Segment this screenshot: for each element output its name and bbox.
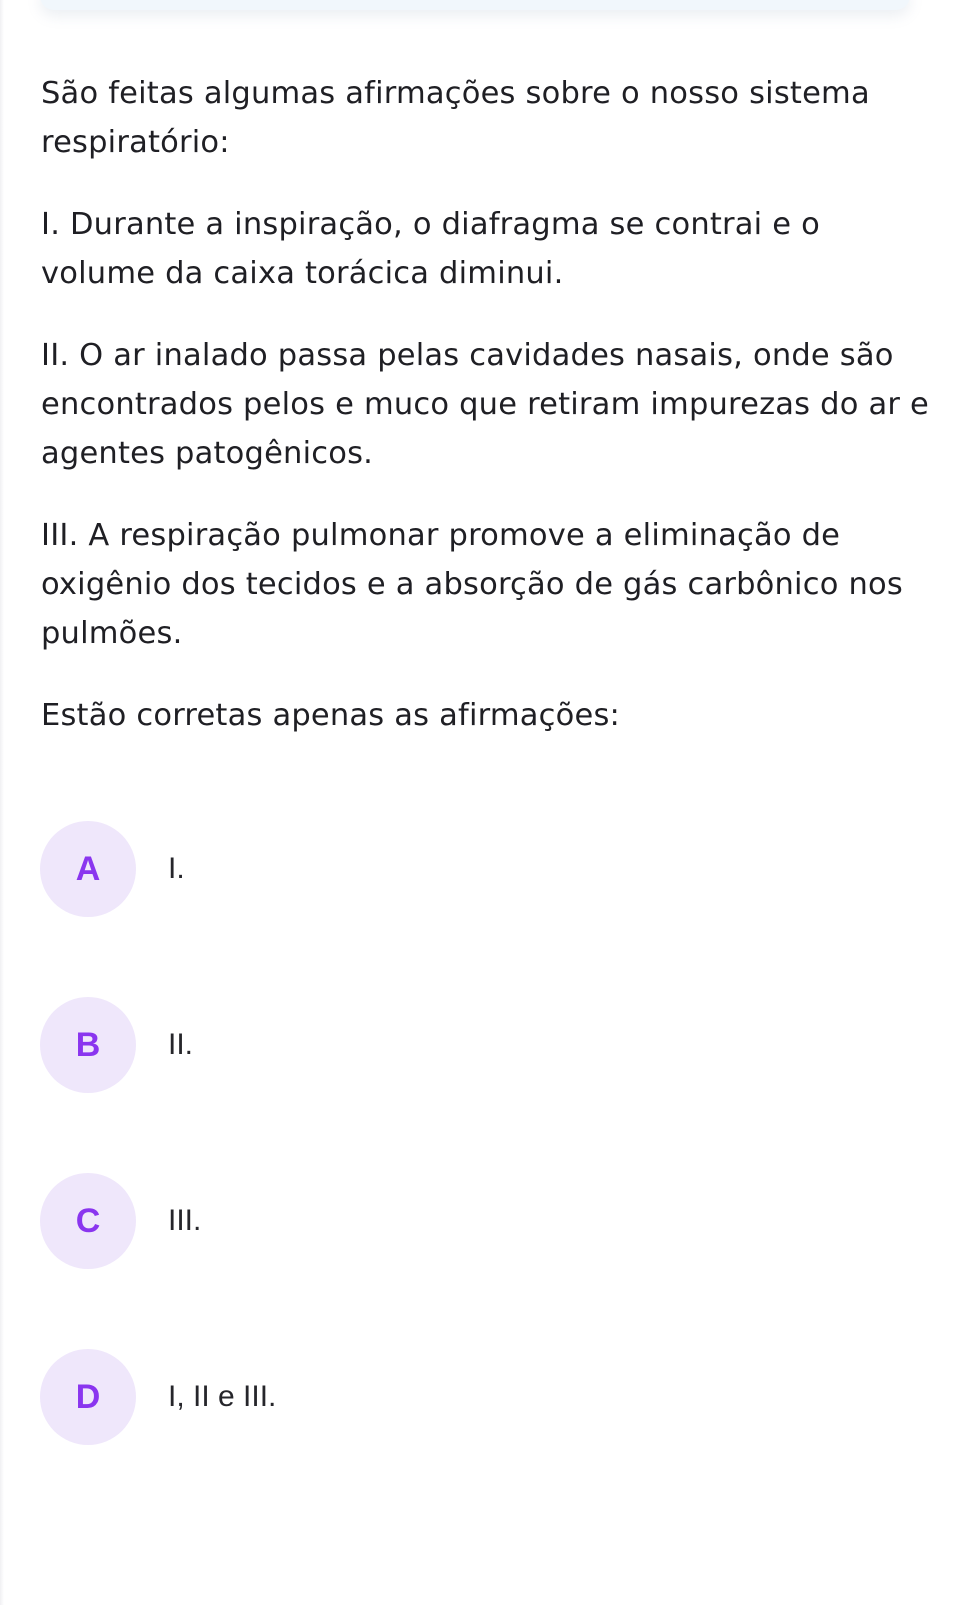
option-letter-c: C bbox=[40, 1173, 136, 1269]
statement-2: II. O ar inalado passa pelas cavidades nasais, onde são encontrados pelos e muco que retiram impurezas do ar e agentes patogênicos. bbox=[41, 338, 929, 471]
option-b[interactable] bbox=[40, 996, 920, 1094]
option-text-b: II. bbox=[168, 1028, 194, 1061]
option-d[interactable] bbox=[40, 1348, 920, 1446]
statement-1: I. Durante a inspiração, o diafragma se contrai e o volume da caixa torácica diminui. bbox=[41, 207, 820, 291]
left-edge-divider bbox=[0, 0, 4, 1605]
option-text-c: III. bbox=[168, 1204, 202, 1237]
question-text bbox=[41, 69, 931, 773]
question-intro: São feitas algumas afirmações sobre o nosso sistema respiratório: bbox=[41, 76, 870, 160]
question-prompt: Estão corretas apenas as afirmações: bbox=[41, 698, 621, 733]
previous-card-edge bbox=[40, 0, 910, 10]
option-text-d: I, II e III. bbox=[168, 1380, 277, 1413]
option-letter-a: A bbox=[40, 821, 136, 917]
option-letter-d: D bbox=[40, 1349, 136, 1445]
option-c[interactable] bbox=[40, 1172, 920, 1270]
statement-3: III. A respiração pulmonar promove a eliminação de oxigênio dos tecidos e a absorção de gás carbônico nos pulmões. bbox=[41, 518, 903, 651]
option-text-a: I. bbox=[168, 852, 185, 885]
option-a[interactable] bbox=[40, 820, 920, 918]
option-letter-b: B bbox=[40, 997, 136, 1093]
